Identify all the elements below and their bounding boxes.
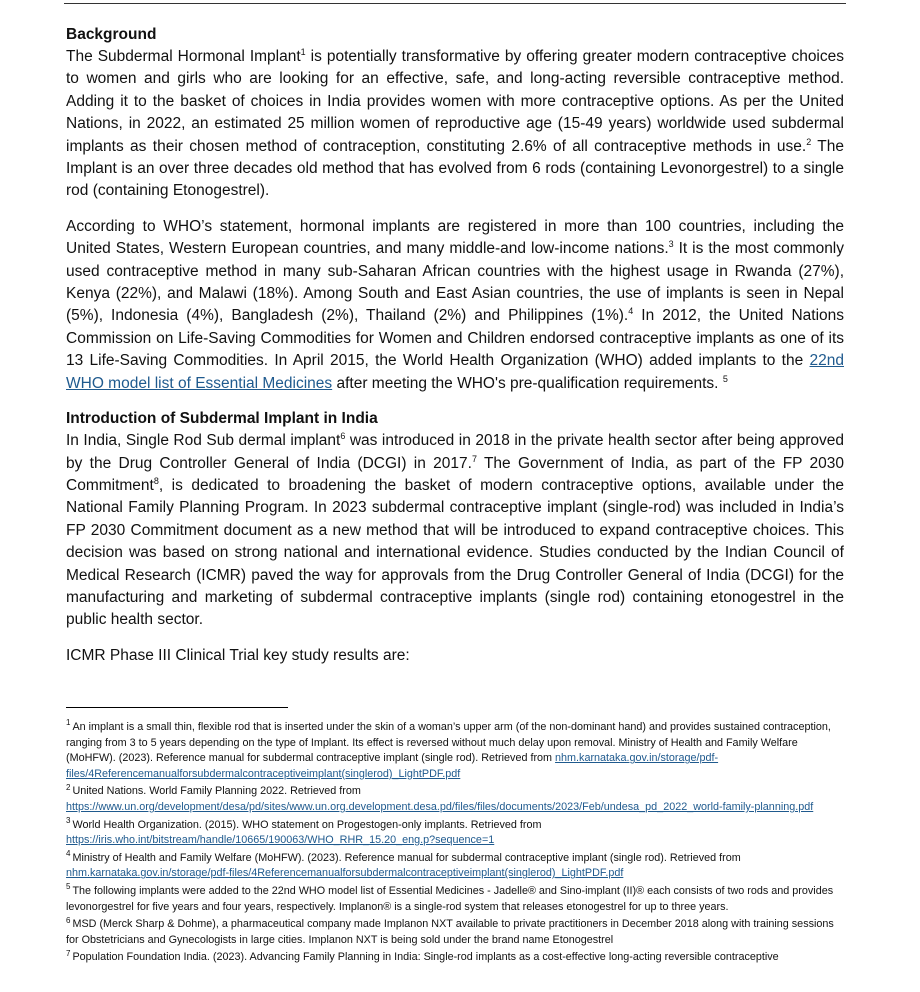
top-rule: [64, 3, 846, 4]
footnote-ref-5[interactable]: 5: [722, 373, 728, 384]
introduction-paragraph-2: ICMR Phase III Clinical Trial key study results are:: [66, 646, 410, 664]
introduction-paragraph-1: In India, Single Rod Sub dermal implant$^6$ was introduced in 2018 in the private health sector after being approved by the Drug Controller General of India (DCGI) in 2017.$^7$ The Government of India, as part of the FP 2030 Commitment$^8$, is dedicated to broadening the basket of modern contraceptive options, available under the National Family Planning Program. In 2023 subdermal contraceptive implant (single-rod) was included in India’s FP 2030 Commitment document as a new method that will be introduced to expand contraceptive choices. This decision was based on strong national and international evidence. Studies conducted by the Indian Council of Medical Research (ICMR) paved the way for approvals from the Drug Controller General of India (DCGI) for the manufacturing and marketing of subdermal contraceptive implants (single rod) containing etonogestrel in the public health sector.: [66, 430, 844, 629]
footnote-ref-2[interactable]: 2: [806, 136, 812, 147]
background-paragraph-1: The Subdermal Hormonal Implant$^1$ is potentially transformative by offering greater modern contraceptive choices to women and girls who are looking for an effective, safe, and long-acting reversible contraceptive method. Adding it to the basket of choices in India provides women with more contraceptive options. As per the United Nations, in 2022, an estimated 25 million women of reproductive age (15-49 years) worldwide used subdermal implants as their chosen method of contraception, constituting 2.6% of all contraceptive methods in use.$^2$ The Implant is an over three decades old method that has evolved from 6 rods (containing Levonorgestrel) to a single rod (containing Etonogestrel).: [66, 46, 844, 200]
footnotes: [66, 720, 848, 968]
footnote-2: $^2$ United Nations. World Family Planning 2022. Retrieved from https://www.un.org/development/desa/pd/sites/www.un.org.development.desa.pd/files/files/documents/2023/Feb/undesa_pd_2022_world-family-planning.pdf: [66, 782, 814, 813]
footnote-5: $^5$ The following implants were added to the 22nd WHO model list of Essential Medicines - Jadelle® and Sino-implant (II)® each consists of two rods and provides levonorgestrel for five years and four years, respectively. Implanon® is a single-rod system that releases etonogestrel for up to three years.: [66, 882, 834, 913]
background-paragraph-2: According to WHO’s statement, hormonal implants are registered in more than 100 countries, including the United States, Western European countries, and many middle-and low-income nations.$^3$ It is the most commonly used contraceptive method in many sub-Saharan African countries with the highest usage in Rwanda (27%), Kenya (22%), and Malawi (18%). Among South and East Asian countries, the use of implants is seen in Nepal (5%), Indonesia (4%), Bangladesh (2%), Thailand (2%) and Philippines (1%).$^4$ In 2012, the United Nations Commission on Life-Saving Commodities for Women and Children endorsed contraceptive implants as one of its 13 Life-Saving Commodities. In April 2015, the World Health Organization (WHO) added implants to the 22nd WHO model list of Essential Medicines after meeting the WHO's pre-qualification requirements. $^5$: [66, 217, 845, 392]
footnote-ref-7[interactable]: 7: [471, 453, 477, 464]
footnote-6: $^6$ MSD (Merck Sharp & Dohme), a pharmaceutical company made Implanon NXT available to private practitioners in December 2018 along with training sessions for Obstetricians and Gynecologists in large cities. Implanon NXT is being sold under the brand name Etonogestrel: [66, 915, 834, 946]
footnote-1: $^1$ An implant is a small thin, flexible rod that is inserted under the skin of a woman’s upper arm (of the non-dominant hand) and provides sustained contraception, ranging from 3 to 5 years depending on the type of Implant. Its effect is reversed without much delay upon removal. Ministry of Health and Family Welfare (MoHFW). (2023). Reference manual for subdermal contraceptive implant (single rod). Retrieved from nhm.karnataka.gov.in/storage/pdf-files/4Referencemanualforsubdermalcontraceptiveimplant(singlerod)_LightPDF.pdf: [66, 718, 831, 780]
footnote-ref-3[interactable]: 3: [668, 239, 674, 250]
introduction-heading: Introduction of Subdermal Implant in India: [66, 410, 378, 428]
footnote-1-link[interactable]: nhm.karnataka.gov.in/storage/pdf-files/4Referencemanualforsubdermalcontraceptiveimplant(singlerod)_LightPDF.pdf: [66, 752, 719, 780]
essential-medicines-link[interactable]: 22nd WHO model list of Essential Medicines: [66, 352, 844, 392]
footnote-ref-6[interactable]: 6: [340, 430, 346, 441]
footnote-4-link[interactable]: nhm.karnataka.gov.in/storage/pdf-files/4Referencemanualforsubdermalcontraceptiveimplant(singlerod)_LightPDF.pdf: [66, 867, 624, 880]
footnote-3: $^3$ World Health Organization. (2015). WHO statement on Progestogen-only implants. Retrieved from https://iris.who.int/bitstream/handle/10665/190063/WHO_RHR_15.20_eng.p?sequence=1: [66, 815, 542, 847]
background-heading: Background: [66, 26, 157, 43]
footnote-ref-1[interactable]: 1: [300, 46, 306, 57]
footnote-2-link[interactable]: https://www.un.org/development/desa/pd/sites/www.un.org.development.desa.pd/files/files/documents/2023/Feb/undesa_pd_2022_world-family-planning.pdf: [66, 800, 814, 813]
footnote-separator: [66, 707, 288, 708]
footnote-3-link[interactable]: https://iris.who.int/bitstream/handle/10665/190063/WHO_RHR_15.20_eng.p?sequence=1: [66, 834, 495, 847]
footnote-ref-8[interactable]: 8: [153, 475, 159, 486]
footnote-ref-4[interactable]: 4: [628, 306, 634, 317]
footnote-4: $^4$ Ministry of Health and Family Welfare (MoHFW). (2023). Reference manual for subdermal contraceptive implant (single rod). Retrieved from nhm.karnataka.gov.in/storage/pdf-files/4Referencemanualforsubdermalcontraceptiveimplant(singlerod)_LightPDF.pdf: [66, 849, 741, 880]
footnote-7: $^7$ Population Foundation India. (2023). Advancing Family Planning in India: Single-rod implants as a cost-effective long-acting reversible contraceptive: [66, 948, 779, 964]
document-body: [66, 24, 844, 667]
